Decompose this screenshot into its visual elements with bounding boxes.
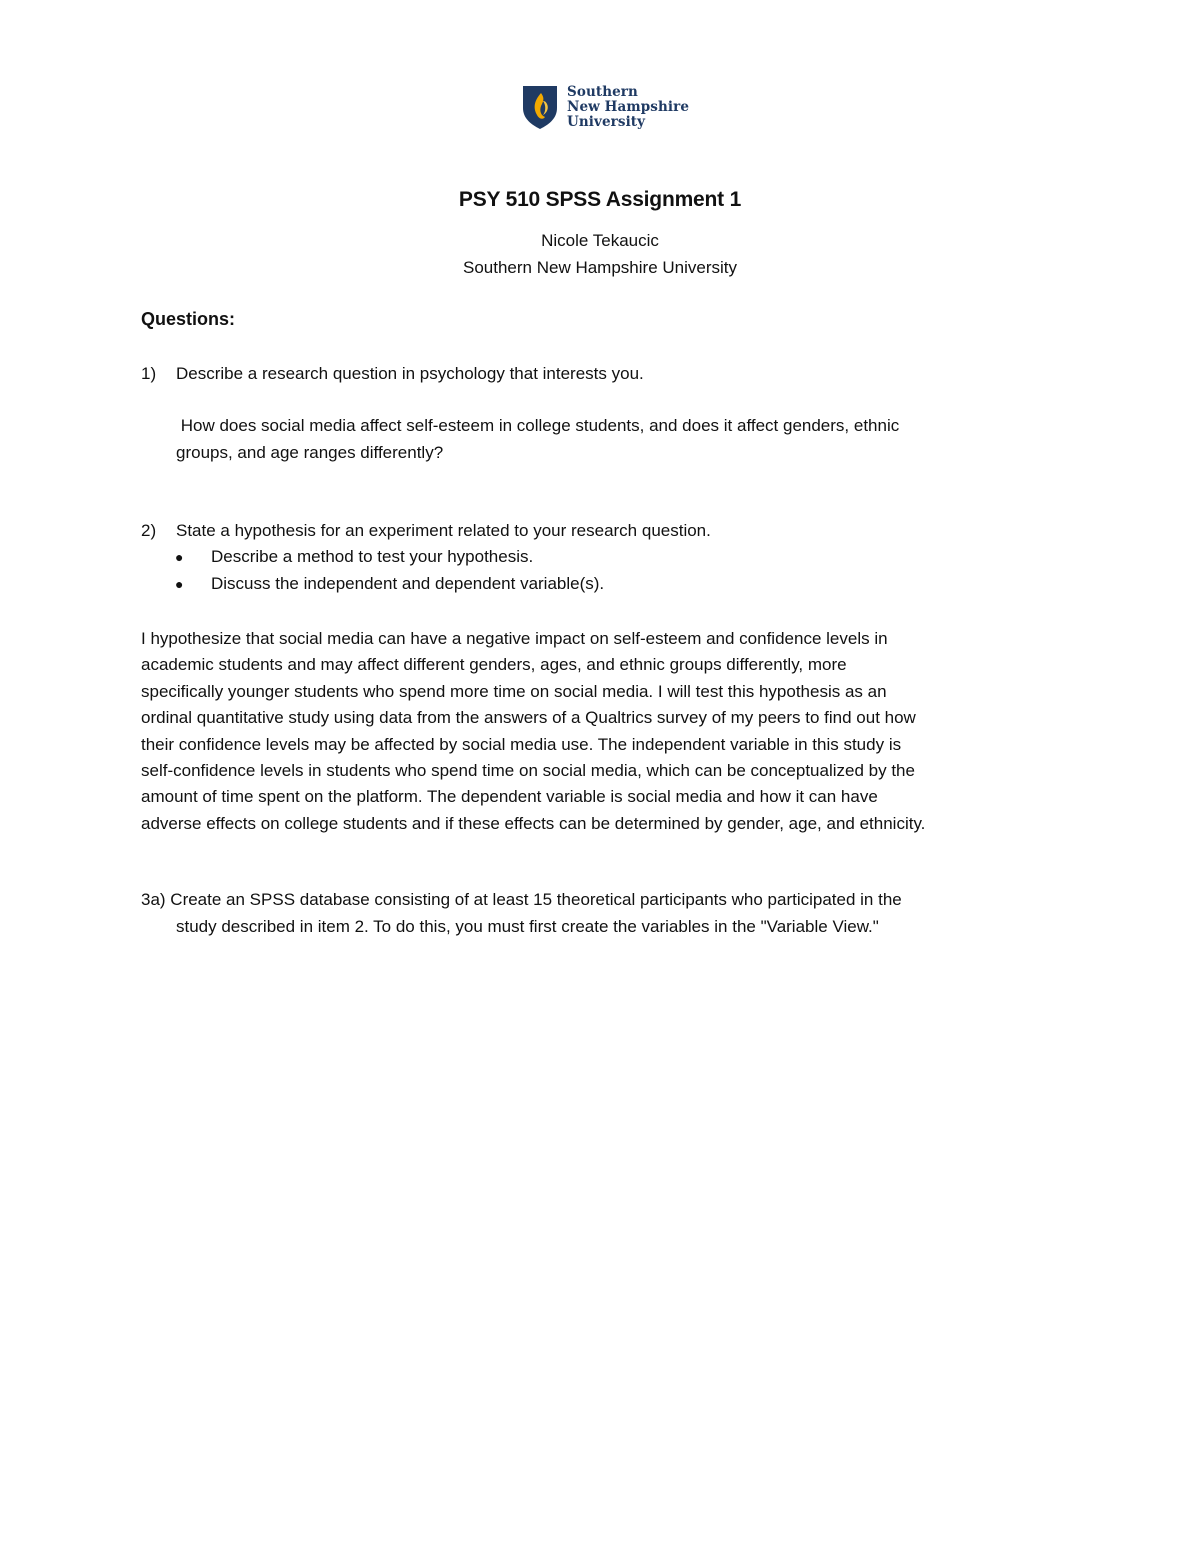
q1-number: 1) — [141, 364, 157, 383]
q3a-prompt-line-1: 3a) Create an SPSS database consisting of at least 15 theoretical participants who participated in the — [141, 890, 902, 909]
logo-line-southern: Southern — [567, 83, 638, 100]
q2-answer-line-3: specifically younger students who spend more time on social media. I will test this hypothesis as an — [141, 681, 887, 701]
logo-line-university: University — [567, 113, 646, 130]
logo-line-new-hampshire: New Hampshire — [567, 98, 690, 115]
q1-prompt: Describe a research question in psychology that interests you. — [176, 364, 644, 383]
q1-answer-line-1: How does social media affect self-esteem in college students, and does it affect genders, ethnic — [176, 416, 900, 435]
q2-number: 2) — [141, 521, 157, 540]
q2-answer-line-7: amount of time spent on the platform. The dependent variable is social media and how it can have — [141, 787, 878, 807]
q2-answer-line-5: their confidence levels may be affected by social media use. The independent variable in this study is — [141, 734, 902, 754]
institution-name: Southern New Hampshire University — [463, 258, 737, 277]
snhu-shield-flame-icon — [521, 84, 559, 130]
q2-answer-paragraph — [141, 626, 1061, 837]
q2-answer-line-1: I hypothesize that social media can have a negative impact on self-esteem and confidence levels in — [141, 629, 888, 648]
questions-heading: Questions: — [141, 309, 236, 329]
q1-answer-line-2: groups, and age ranges differently? — [176, 443, 444, 462]
q3a-prompt-line-2: study described in item 2. To do this, you must first create the variables in the "Variable View." — [176, 917, 879, 936]
bullet-icon: ● — [175, 576, 184, 592]
q2-bullet-2: Discuss the independent and dependent variable(s). — [211, 574, 605, 593]
q2-bullet-1: Describe a method to test your hypothesis. — [211, 547, 534, 566]
author-name: Nicole Tekaucic — [541, 231, 659, 250]
logo-wordmark — [567, 85, 689, 130]
bullet-icon: ● — [175, 549, 184, 565]
q2-answer-line-8: adverse effects on college students and if these effects can be determined by gender, age, and ethnicity. — [141, 813, 926, 833]
document-title: PSY 510 SPSS Assignment 1 — [458, 188, 742, 211]
q2-prompt: State a hypothesis for an experiment related to your research question. — [176, 521, 711, 540]
q2-answer-line-6: self-confidence levels in students who spend time on social media, which can be conceptualized by the — [141, 761, 915, 781]
q2-answer-line-4: ordinal quantitative study using data from the answers of a Qualtrics survey of my peers to find out how — [141, 708, 916, 728]
q2-answer-line-2: academic students and may affect different genders, ages, and ethnic groups differently, more — [141, 655, 847, 675]
university-logo — [521, 84, 689, 130]
